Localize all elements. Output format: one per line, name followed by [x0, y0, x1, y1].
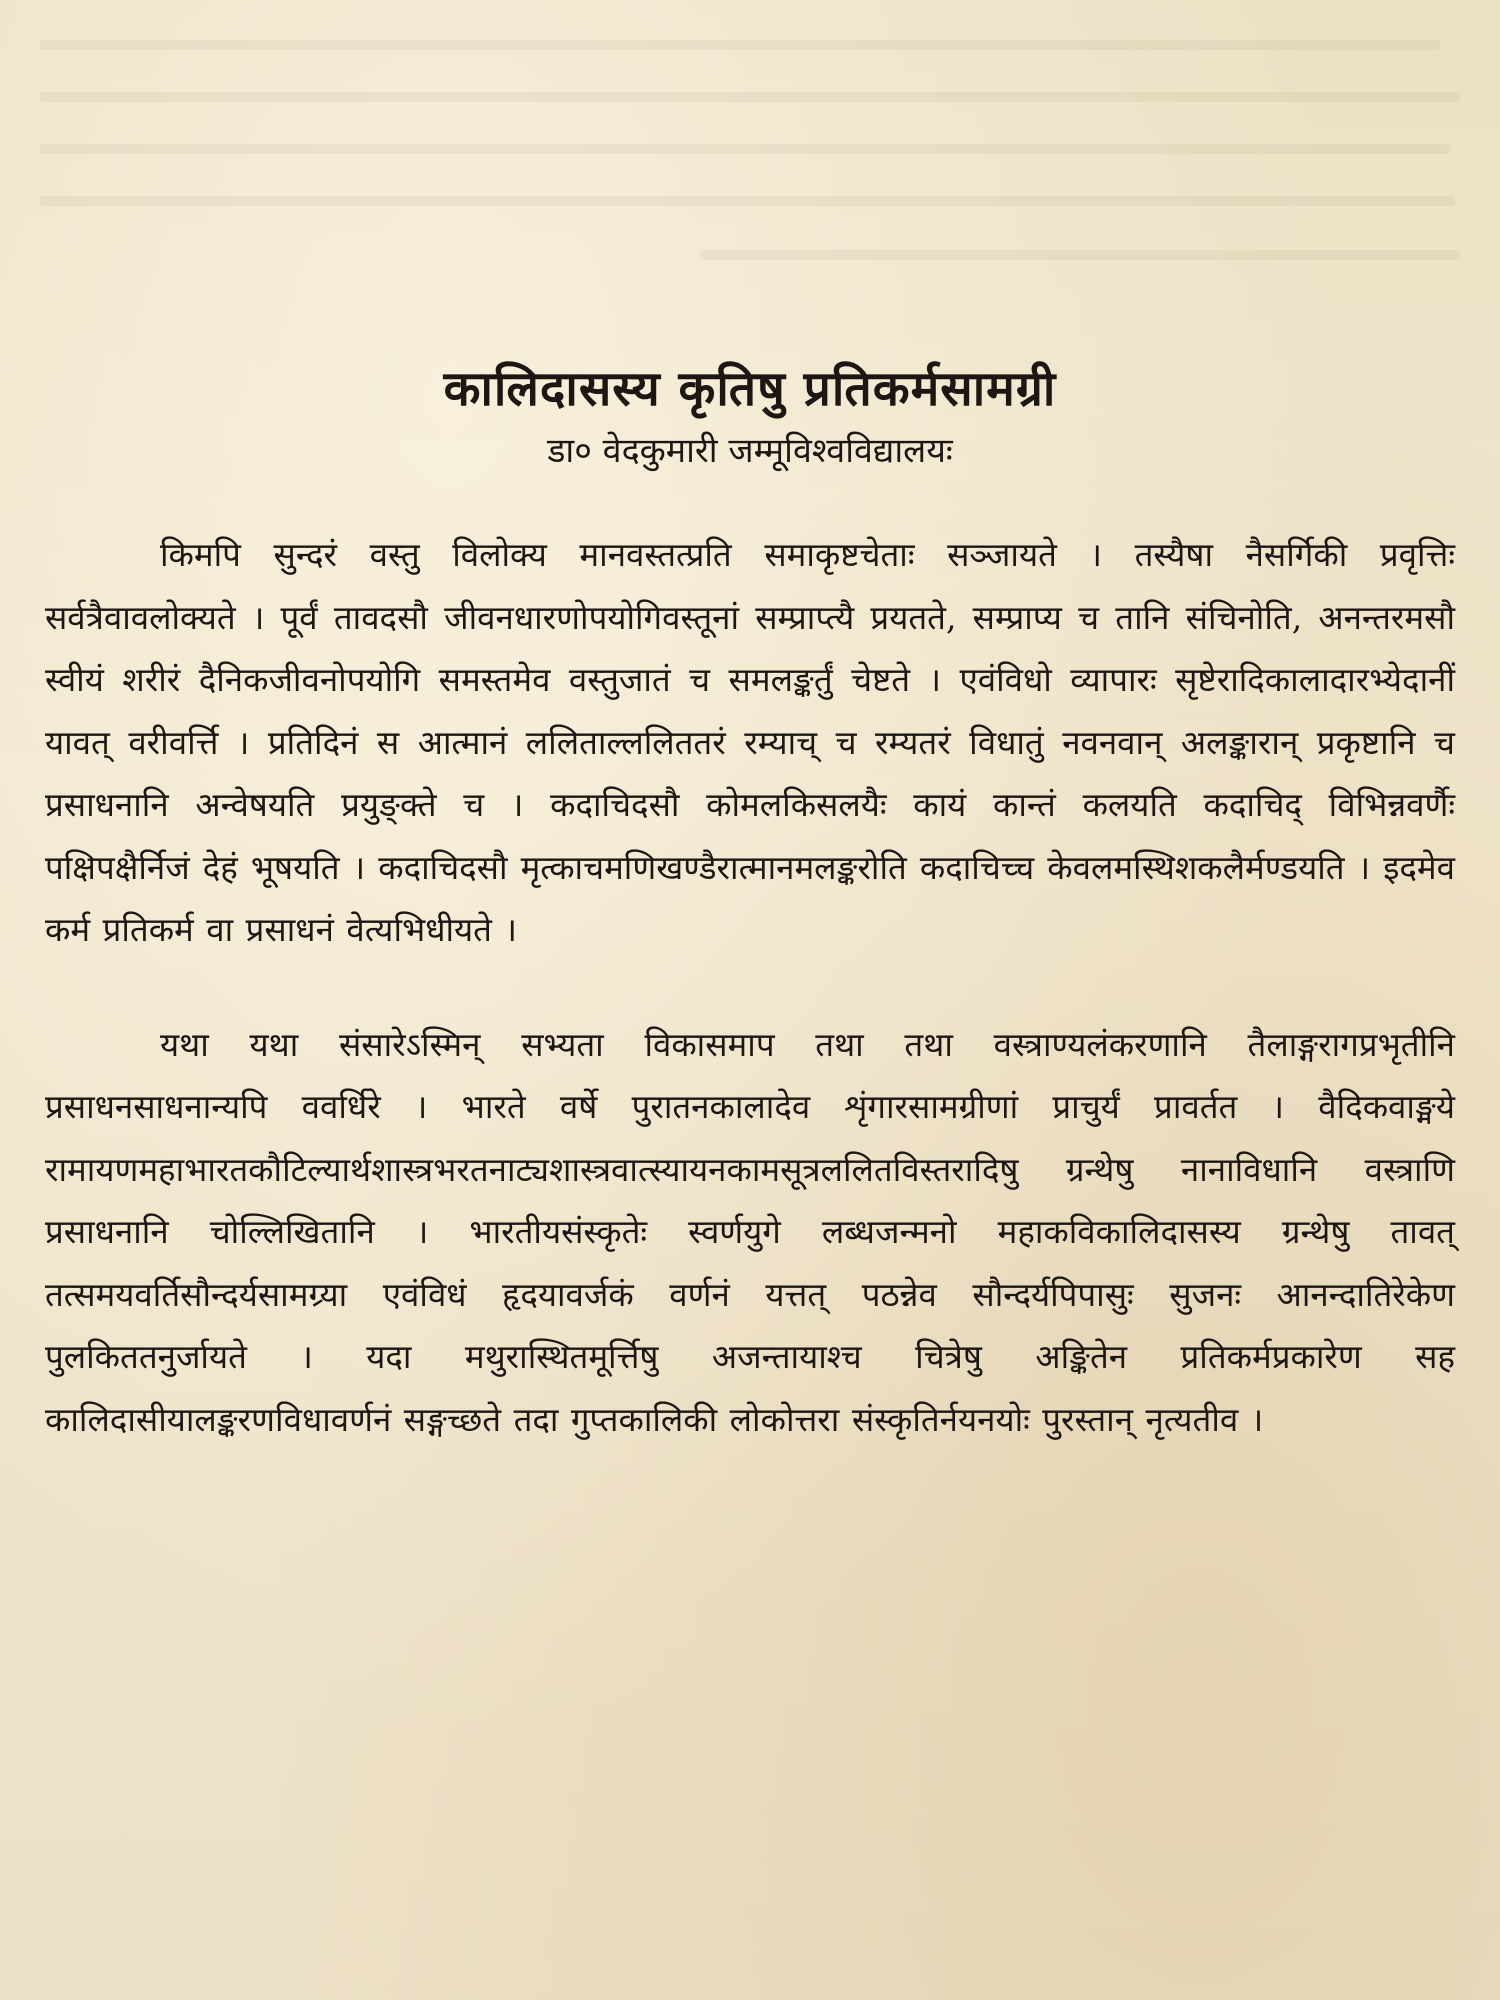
bleed-through-line	[40, 92, 1460, 102]
paragraph: यथा यथा संसारेऽस्मिन् सभ्यता विकासमाप तथा तथा वस्त्राण्यलंकरणानि तैलाङ्गरागप्रभृतीनि प्रसाधनसाधनान्यपि ववर्धिरे । भारते वर्षे पुरातनकालादेव शृंगारसामग्रीणां प्राचुर्यं प्रावर्तत । वैदिकवाङ्मये रामायणमहाभारतकौटिल्यार्थशास्त्रभरतनाट्यशास्त्रवात्स्यायनकामसूत्रललितविस्तरादिषु ग्रन्थेषु नानाविधानि वस्त्राणि प्रसाधनानि चोल्लिखितानि । भारतीयसंस्कृतेः स्वर्णयुगे लब्धजन्मनो महाकविकालिदासस्य ग्रन्थेषु तावत् तत्समयवर्तिसौन्दर्यसामग्र्या एवंविधं हृदयावर्जकं वर्णनं यत्तत् पठन्नेव सौन्दर्यपिपासुः सुजनः आनन्दातिरेकेण पुलकिततनुर्जायते । यदा मथुरास्थितमूर्त्तिषु अजन्तायाश्च चित्रेषु अङ्कितेन प्रतिकर्मप्रकारेण सह कालिदासीयालङ्करणविधावर्णनं सङ्गच्छते तदा गुप्तकालिकी लोकोत्तरा संस्कृतिर्नयनयोः पुरस्तान् नृत्यतीव ।	[45, 1024, 1455, 1439]
bleed-through-line	[40, 144, 1450, 154]
document-title: कालिदासस्य कृतिषु प्रतिकर्मसामग्री	[443, 361, 1057, 417]
bleed-through-line	[700, 250, 1460, 260]
bleed-through-line	[40, 40, 1440, 50]
paragraph: किमपि सुन्दरं वस्तु विलोक्य मानवस्तत्प्रति समाकृष्टचेताः सञ्जायते । तस्यैषा नैसर्गिकी प्रवृत्तिः सर्वत्रैवावलोक्यते । पूर्वं तावदसौ जीवनधारणोपयोगिवस्तूनां सम्प्राप्त्यै प्रयतते, सम्प्राप्य च तानि संचिनोति, अनन्तरमसौ स्वीयं शरीरं दैनिकजीवनोपयोगि समस्तमेव वस्तुजातं च समलङ्कर्तुं चेष्टते । एवंविधो व्यापारः सृष्टेरादिकालादारभ्येदानीं यावत् वरीवर्त्ति । प्रतिदिनं स आत्मानं ललिताल्ललिततरं रम्याच् च रम्यतरं विधातुं नवनवान् अलङ्कारान् प्रकृष्टानि च प्रसाधनानि अन्वेषयति प्रयुङ्क्ते च । कदाचिदसौ कोमलकिसलयैः कायं कान्तं कलयति कदाचिद् विभिन्नवर्णैः पक्षिपक्षैर्निजं देहं भूषयति । कदाचिदसौ मृत्काचमणिखण्डैरात्मानमलङ्करोति कदाचिच्च केवलमस्थिशकलैर्मण्डयति । इदमेव कर्म प्रतिकर्म वा प्रसाधनं वेत्यभिधीयते ।	[45, 535, 1455, 949]
document-body	[45, 355, 1455, 1451]
bleed-through-line	[40, 196, 1455, 206]
document-author: डा० वेदकुमारी जम्मूविश्वविद्यालयः	[547, 431, 953, 471]
